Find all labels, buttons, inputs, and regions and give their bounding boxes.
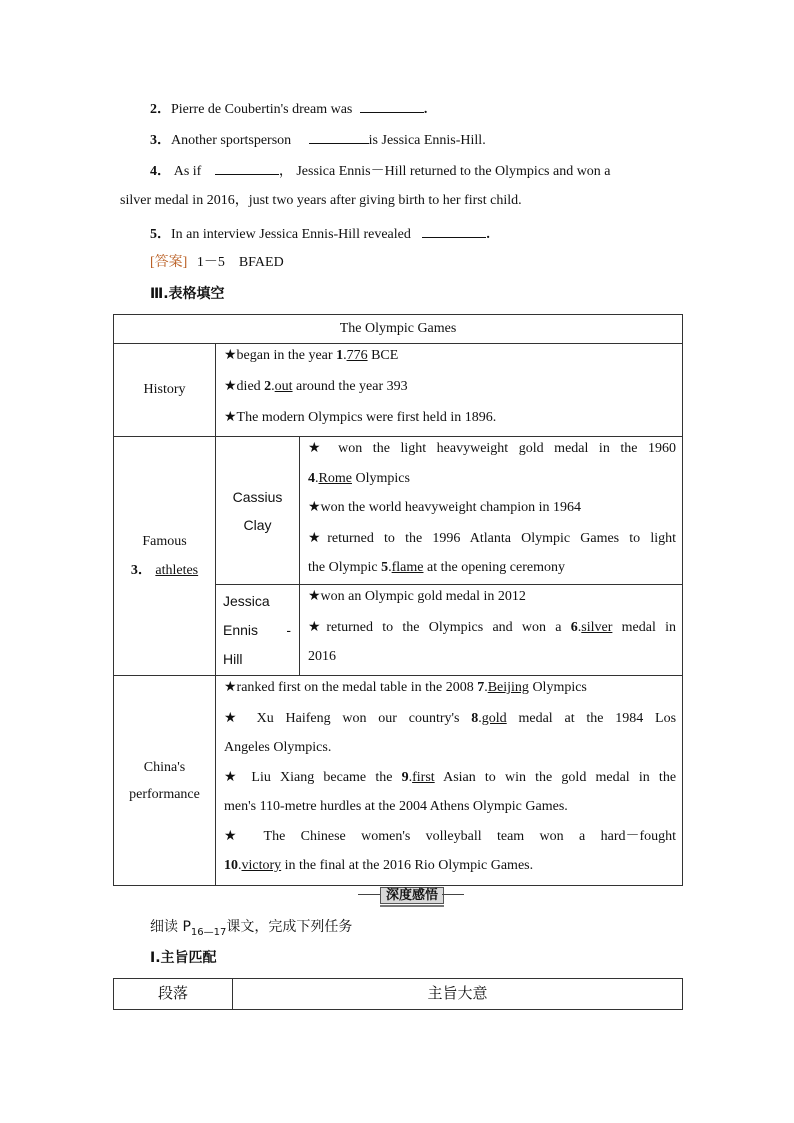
text: ★died bbox=[224, 378, 261, 394]
question-2 bbox=[150, 98, 427, 119]
task-text: 细读 P bbox=[150, 919, 191, 935]
blank-answer: Rome bbox=[318, 470, 352, 486]
blank-answer: flame bbox=[391, 560, 424, 575]
answer-blank[interactable] bbox=[422, 223, 486, 238]
text: BCE bbox=[371, 348, 399, 363]
blank-number: 4 bbox=[308, 470, 315, 486]
blank-number: 1 bbox=[336, 348, 344, 363]
blank-answer: out bbox=[274, 378, 293, 394]
text: Olympics bbox=[532, 680, 587, 695]
task-text: 课文，完成下列任务 bbox=[226, 919, 353, 935]
question-text: Pierre de Coubertin's dream was bbox=[171, 102, 353, 117]
col-header-main-idea: 主旨大意 bbox=[233, 979, 683, 1010]
text: Olympics bbox=[355, 470, 410, 486]
text: ★returned to the Olympics and won a bbox=[308, 619, 562, 635]
question-end: . bbox=[423, 102, 428, 117]
jessica-ennis-content bbox=[300, 585, 683, 676]
question-sep: ， bbox=[278, 164, 293, 179]
china-label-text: China's bbox=[143, 759, 186, 775]
question-text: silver medal in 2016，just two years after giving birth to her first child. bbox=[120, 193, 522, 208]
question-4 bbox=[150, 160, 674, 181]
answer-tag: [答案] bbox=[150, 255, 188, 270]
text: medal at the 1984 Los bbox=[518, 710, 677, 726]
col-header-paragraph: 段落 bbox=[114, 979, 233, 1010]
blank-number: 3 bbox=[130, 563, 138, 578]
answer-line bbox=[150, 254, 284, 272]
china-line-5: men's 110-metre hurdles at the 2004 Athens Olympic Games. bbox=[224, 799, 568, 814]
china-line-2: ★ Xu Haifeng won our country's 8.gold medal at the 1984 Los bbox=[224, 710, 677, 726]
text: ★ Liu Xiang became the bbox=[224, 769, 393, 785]
question-5 bbox=[150, 223, 490, 244]
china-label-text: performance bbox=[129, 786, 200, 802]
task-line bbox=[150, 918, 352, 942]
blank-answer: silver bbox=[581, 619, 613, 635]
clay-line-2: 4.Rome Olympics bbox=[308, 470, 410, 486]
task-subscript: 16—17 bbox=[190, 926, 227, 938]
answer-blank[interactable] bbox=[360, 98, 424, 113]
question-number: 2． bbox=[150, 102, 171, 117]
china-line-3: Angeles Olympics. bbox=[224, 740, 332, 755]
clay-line-4: ★returned to the 1996 Atlanta Olympic Games to light bbox=[308, 530, 677, 546]
text: medal in bbox=[621, 619, 677, 635]
blank-answer: first bbox=[412, 769, 435, 785]
question-number: 4． bbox=[150, 164, 171, 179]
name-part: - bbox=[286, 622, 291, 638]
text: ★ Xu Haifeng won our country's bbox=[224, 710, 460, 726]
cassius-clay-label bbox=[216, 437, 300, 585]
main-idea-table bbox=[113, 978, 683, 1010]
olympic-games-table bbox=[113, 314, 683, 886]
question-text: Another sportsperson bbox=[171, 133, 292, 148]
question-end: . bbox=[486, 227, 490, 242]
history-line-2: ★died 2.out around the year 393 bbox=[224, 378, 408, 394]
banner-left-bar bbox=[358, 894, 380, 895]
text: in the final at the 2016 Rio Olympic Games. bbox=[284, 858, 534, 873]
clay-line-5: the Olympic 5.flame at the opening ceremony bbox=[308, 560, 565, 575]
china-line-7: 10.victory in the final at the 2016 Rio Olympic Games. bbox=[224, 858, 534, 873]
clay-line-1: ★ won the light heavyweight gold medal in the 1960 bbox=[308, 441, 677, 456]
text: ★began in the year bbox=[224, 348, 333, 363]
blank-number: 5 bbox=[381, 560, 389, 575]
history-content bbox=[216, 344, 683, 437]
table-title: The Olympic Games bbox=[114, 315, 683, 344]
blank-answer: victory bbox=[241, 858, 282, 873]
answer-value: 1－5 BFAED bbox=[196, 255, 284, 270]
section-1-title: Ⅰ.主旨匹配 bbox=[150, 950, 217, 966]
question-end: is Jessica Ennis-Hill. bbox=[368, 133, 486, 148]
section-3-title: Ⅲ.表格填空 bbox=[150, 286, 225, 302]
question-number: 3． bbox=[150, 133, 171, 148]
question-text: As if bbox=[173, 164, 202, 179]
name-text: Cassius bbox=[232, 488, 283, 505]
blank-answer: gold bbox=[481, 710, 507, 726]
text: at the opening ceremony bbox=[426, 560, 565, 575]
famous-label bbox=[114, 437, 216, 676]
answer-blank[interactable] bbox=[309, 129, 369, 144]
text: around the year 393 bbox=[296, 378, 408, 394]
history-line-1: ★began in the year 1.776 BCE bbox=[224, 348, 399, 363]
history-label: History bbox=[114, 344, 216, 437]
blank-number: 2 bbox=[264, 378, 272, 394]
banner-label: 深度感悟 bbox=[380, 887, 444, 904]
clay-line-3: ★won the world heavyweight champion in 1964 bbox=[308, 500, 582, 515]
text: the Olympic bbox=[308, 560, 378, 575]
ennis-line-3: 2016 bbox=[308, 649, 336, 664]
blank-number: 6 bbox=[570, 619, 578, 635]
china-line-6: ★ The Chinese women's volleyball team won a hard－fought bbox=[224, 828, 677, 844]
name-part: Ennis bbox=[223, 622, 259, 638]
question-4-cont bbox=[120, 192, 522, 210]
cassius-clay-content bbox=[300, 437, 683, 585]
famous-blank: 3． athletes bbox=[130, 563, 199, 578]
blank-number: 7 bbox=[477, 680, 485, 695]
china-line-4: ★ Liu Xiang became the 9.first Asian to win the gold medal in the bbox=[224, 769, 677, 785]
name-text: Hill bbox=[223, 651, 243, 667]
blank-number: 10 bbox=[224, 858, 238, 873]
name-text: Jessica bbox=[223, 593, 270, 609]
blank-answer: athletes bbox=[155, 563, 199, 578]
ennis-line-1: ★won an Olympic gold medal in 2012 bbox=[308, 589, 526, 604]
ennis-line-2: ★returned to the Olympics and won a 6.silver medal in bbox=[308, 619, 677, 635]
blank-answer: Beijing bbox=[487, 680, 529, 695]
section-banner bbox=[358, 886, 464, 904]
question-number: 5． bbox=[150, 227, 171, 242]
history-line-3: ★The modern Olympics were first held in 1896. bbox=[224, 410, 497, 425]
china-label bbox=[114, 676, 216, 886]
china-line-1: ★ranked first on the medal table in the 2008 7.Beijing Olympics bbox=[224, 680, 587, 695]
china-content bbox=[216, 676, 683, 886]
blank-answer: 776 bbox=[346, 348, 368, 363]
blank-number: 9 bbox=[401, 769, 409, 785]
blank-number: 8 bbox=[471, 710, 479, 726]
question-text: Jessica Ennis－Hill returned to the Olympics and won a bbox=[296, 164, 611, 179]
name-text: Clay bbox=[243, 516, 272, 533]
answer-blank[interactable] bbox=[215, 160, 279, 175]
text: Asian to win the gold medal in the bbox=[443, 769, 677, 785]
question-3 bbox=[150, 129, 486, 150]
text: ★ranked first on the medal table in the 2008 bbox=[224, 680, 474, 695]
banner-right-bar bbox=[442, 894, 464, 895]
question-text: In an interview Jessica Ennis-Hill revealed bbox=[171, 227, 411, 242]
famous-label-text: Famous bbox=[142, 534, 187, 549]
name-text bbox=[223, 616, 291, 645]
jessica-ennis-label bbox=[216, 585, 300, 676]
